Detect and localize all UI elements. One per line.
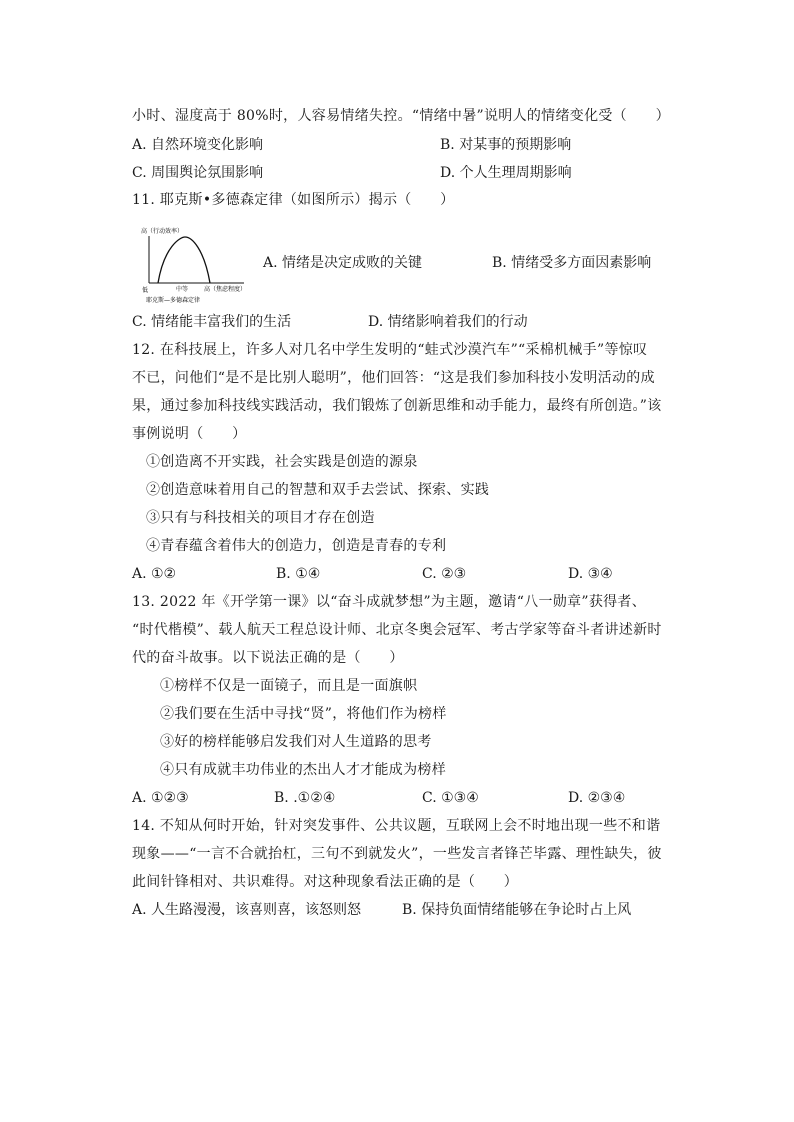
q10-option-a: A. 自然环境变化影响 <box>132 137 264 153</box>
yerkes-dodson-figure <box>140 225 248 307</box>
q13-statement-4: ④只有成就丰功伟业的杰出人才才能成为榜样 <box>160 762 446 778</box>
figure-x-high: 高（焦虑程度） <box>204 286 247 293</box>
q12-stem-line-2: 不已，问他们“是不是比别人聪明”，他们回答：“这是我们参加科技小发明活动的成 <box>132 370 655 386</box>
q10-option-c: C. 周围舆论氛围影响 <box>132 165 264 181</box>
q13-option-b: B. .①②④ <box>274 790 336 806</box>
q12-statement-2: ②创造意味着用自己的智慧和双手去尝试、探索、实践 <box>146 482 490 498</box>
q13-statement-2: ②我们要在生活中寻找“贤”，将他们作为榜样 <box>160 706 447 722</box>
q13-option-a: A. ①②③ <box>132 790 189 806</box>
q10-option-b: B. 对某事的预期影响 <box>440 137 572 153</box>
q13-statement-1: ①榜样不仅是一面镜子，而且是一面旗帜 <box>160 678 418 694</box>
q12-option-b: B. ①④ <box>276 566 321 582</box>
q11-option-a: A. 情绪是决定成败的关键 <box>263 255 423 271</box>
q11-stem: 11. 耶克斯•多德森定律（如图所示）揭示（ ） <box>132 192 455 208</box>
q14-option-b: B. 保持负面情绪能够在争论时占上风 <box>402 902 632 918</box>
q13-statement-3: ③好的榜样能够启发我们对人生道路的思考 <box>160 734 432 750</box>
q13-stem-line-1: 13. 2022 年《开学第一课》以“奋斗成就梦想”为主题，邀请“八一勋章”获得者、 <box>132 594 647 610</box>
q14-stem-line-1: 14. 不知从何时开始，针对突发事件、公共议题，互联网上会不时地出现一些不和谐 <box>132 818 661 834</box>
q12-stem-line-4: 事例说明（ ） <box>132 426 247 442</box>
q14-stem-line-3: 此间针锋相对、共识难得。对这种现象看法正确的是（ ） <box>132 874 519 890</box>
figure-caption: 耶克斯—多德森定律 <box>146 297 201 304</box>
q13-option-c: C. ①③④ <box>422 790 479 806</box>
q12-stem-line-1: 12. 在科技展上，许多人对几名中学生发明的“蛙式沙漠汽车”“采棉机械手”等惊叹 <box>132 342 648 358</box>
figure-x-mid: 中等 <box>176 286 189 293</box>
q14-option-a: A. 人生路漫漫，该喜则喜，该怒则怒 <box>132 902 362 918</box>
q14-stem-line-2: 现象——“一言不合就抬杠，三句不到就发火”，一些发言者锋芒毕露、理性缺失，彼 <box>132 846 662 862</box>
q11-option-b: B. 情绪受多方面因素影响 <box>492 255 652 271</box>
q11-option-c: C. 情绪能丰富我们的生活 <box>132 314 292 330</box>
q12-stem-line-3: 果，通过参加科技线实践活动，我们锻炼了创新思维和动手能力，最终有所创造。”该 <box>132 398 662 414</box>
q12-statement-3: ③只有与科技相关的项目才存在创造 <box>146 510 375 526</box>
figure-x-low: 低 <box>142 287 149 294</box>
q12-option-c: C. ②③ <box>422 566 467 582</box>
q11-option-d: D. 情绪影响着我们的行动 <box>368 314 528 330</box>
q12-option-d: D. ③④ <box>568 566 613 582</box>
q10-option-d: D. 个人生理周期影响 <box>440 165 572 181</box>
q10-stem: 小时、湿度高于 80%时，人容易情绪失控。“情绪中暑”说明人的情绪变化受（ ） <box>132 108 670 124</box>
q13-stem-line-2: “时代楷模”、载人航天工程总设计师、北京冬奥会冠军、考古学家等奋斗者讲述新时 <box>132 622 662 638</box>
q12-statement-1: ①创造离不开实践，社会实践是创造的源泉 <box>146 454 418 470</box>
q13-stem-line-3: 代的奋斗故事。以下说法正确的是（ ） <box>132 650 404 666</box>
q13-option-d: D. ②③④ <box>568 790 626 806</box>
figure-curve <box>158 237 210 283</box>
q12-statement-4: ④青春蕴含着伟大的创造力，创造是青春的专利 <box>146 538 447 554</box>
figure-y-label: 高（行动效率） <box>141 228 184 235</box>
q12-option-a: A. ①② <box>132 566 177 582</box>
